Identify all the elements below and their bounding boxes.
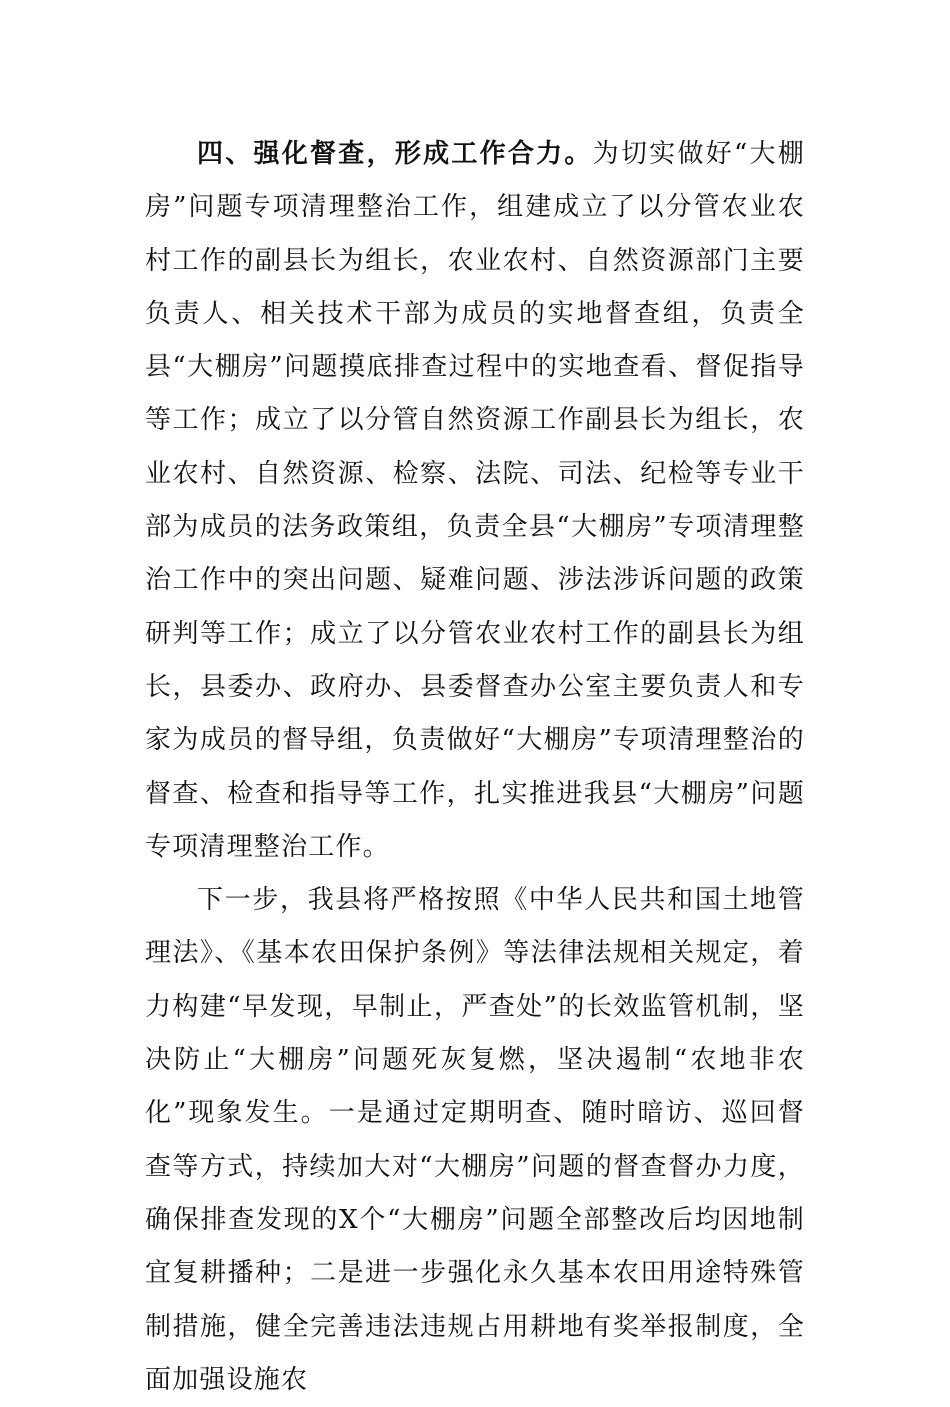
paragraph-text: 为切实做好“大棚房”问题专项清理整治工作，组建成立了以分管农业农村工作的副县长为组长，农业农村、自然资源部门主要负责人、相关技术干部为成员的实地督查组，负责全县“大棚房”问题摸底排查过程中的实地查看、督促指导等工作；成立了以分管自然资源工作副县长为组长，农业农村、自然资源、检察、法院、司法、纪检等专业干部为成员的法务政策组，负责全县“大棚房”专项清理整治工作中的突出问题、疑难问题、涉法涉诉问题的政策研判等工作；成立了以分管农业农村工作的副县长为组长，县委办、政府办、县委督查办公室主要负责人和专家为成员的督导组，负责做好“大棚房”专项清理整治的督查、检查和指导等工作，扎实推进我县“大棚房”问题专项清理整治工作。 xyxy=(145,139,805,862)
paragraph-supervision xyxy=(145,128,805,874)
section-heading: 四、强化督查，形成工作合力。 xyxy=(197,139,593,169)
paragraph-text: 下一步，我县将严格按照《中华人民共和国土地管理法》、《基本农田保护条例》等法律法规相关规定，着力构建“早发现，早制止，严查处”的长效监管机制，坚决防止“大棚房”问题死灰复燃，坚决遏制“农地非农化”现象发生。一是通过定期明查、随时暗访、巡回督查等方式，持续加大对“大棚房”问题的督查督办力度，确保排查发现的X个“大棚房”问题全部整改后均因地制宜复耕播种；二是进一步强化永久基本农田用途特殊管制措施，健全完善违法违规占用耕地有奖举报制度，全面加强设施农 xyxy=(145,885,805,1395)
paragraph-next-steps xyxy=(145,874,805,1407)
document-body xyxy=(145,128,805,1407)
